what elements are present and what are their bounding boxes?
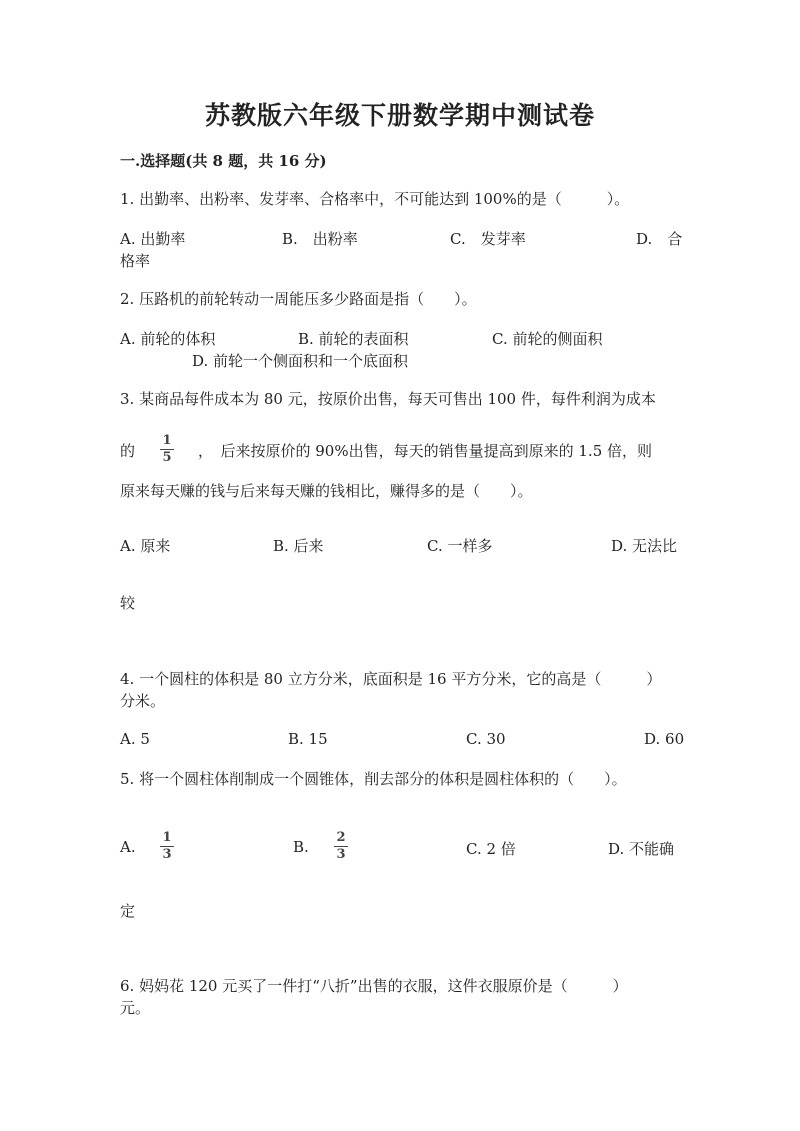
question-4-option-c: C. 30 — [466, 730, 506, 748]
question-3-line-1: 3. 某商品每件成本为 80 元，按原价出售，每天可售出 100 件，每件利润为成本 — [120, 390, 656, 408]
question-3-option-d: D. 无法比 — [611, 537, 678, 555]
question-2-option-a: A. 前轮的体积 — [120, 330, 216, 348]
question-1-option-a: A. 出勤率 — [120, 230, 186, 248]
question-3-line-2-end: ， 后来按原价的 90%出售，每天的销售量提高到原来的 1.5 倍，则 — [198, 442, 653, 460]
question-3-fraction — [160, 434, 174, 465]
question-5-option-a: A. — [120, 838, 136, 856]
question-1-option-b: B. 出粉率 — [282, 230, 358, 248]
question-1-stem: 1. 出勤率、出粉率、发芽率、合格率中，不可能达到 100%的是（ ）。 — [120, 190, 630, 208]
question-6-line-1: 6. 妈妈花 120 元买了一件打“八折”出售的衣服，这件衣服原价是（ ） — [120, 977, 628, 995]
fraction-numerator: 2 — [336, 830, 346, 845]
question-5-option-b: B. — [293, 838, 309, 856]
question-3-option-c: C. 一样多 — [427, 537, 493, 555]
question-1-option-c: C. 发芽率 — [450, 230, 526, 248]
fraction-numerator: 1 — [162, 433, 172, 448]
question-5-option-d-continued: 定 — [120, 902, 136, 920]
question-4-line-2: 分米。 — [120, 692, 166, 710]
question-4-line-1: 4. 一个圆柱的体积是 80 立方分米，底面积是 16 平方分米，它的高是（ ） — [120, 670, 662, 688]
question-3-option-a: A. 原来 — [120, 537, 171, 555]
question-6-line-2: 元。 — [120, 999, 151, 1017]
question-3-option-d-continued: 较 — [120, 594, 136, 612]
fraction-denominator: 3 — [336, 847, 346, 862]
question-5-option-b-fraction — [334, 831, 348, 862]
page-title: 苏教版六年级下册数学期中测试卷 — [204, 101, 595, 130]
question-5-option-a-fraction — [160, 831, 174, 862]
question-2-option-b: B. 前轮的表面积 — [298, 330, 409, 348]
question-4-option-d: D. 60 — [644, 730, 685, 748]
question-1-option-d: D. 合 — [636, 230, 683, 248]
question-3-option-b: B. 后来 — [273, 537, 324, 555]
question-2-stem: 2. 压路机的前轮转动一周能压多少路面是指（ ）。 — [120, 290, 477, 308]
question-1-option-d-continued: 格率 — [120, 252, 151, 270]
question-2-option-c: C. 前轮的侧面积 — [492, 330, 603, 348]
section-heading: 一.选择题(共 8 题，共 16 分) — [120, 152, 327, 170]
question-3-line-3: 原来每天赚的钱与后来每天赚的钱相比，赚得多的是（ ）。 — [120, 482, 533, 500]
question-5-option-d: D. 不能确 — [608, 840, 675, 858]
question-3-line-2-start: 的 — [120, 442, 136, 460]
fraction-numerator: 1 — [162, 830, 172, 845]
question-2-option-d: D. 前轮一个侧面积和一个底面积 — [192, 352, 409, 370]
fraction-denominator: 5 — [162, 450, 172, 465]
fraction-denominator: 3 — [162, 847, 172, 862]
question-4-option-b: B. 15 — [288, 730, 328, 748]
question-4-option-a: A. 5 — [120, 730, 150, 748]
question-5-stem: 5. 将一个圆柱体削制成一个圆锥体，削去部分的体积是圆柱体积的（ ）。 — [120, 770, 627, 788]
question-5-option-c: C. 2 倍 — [466, 840, 516, 858]
